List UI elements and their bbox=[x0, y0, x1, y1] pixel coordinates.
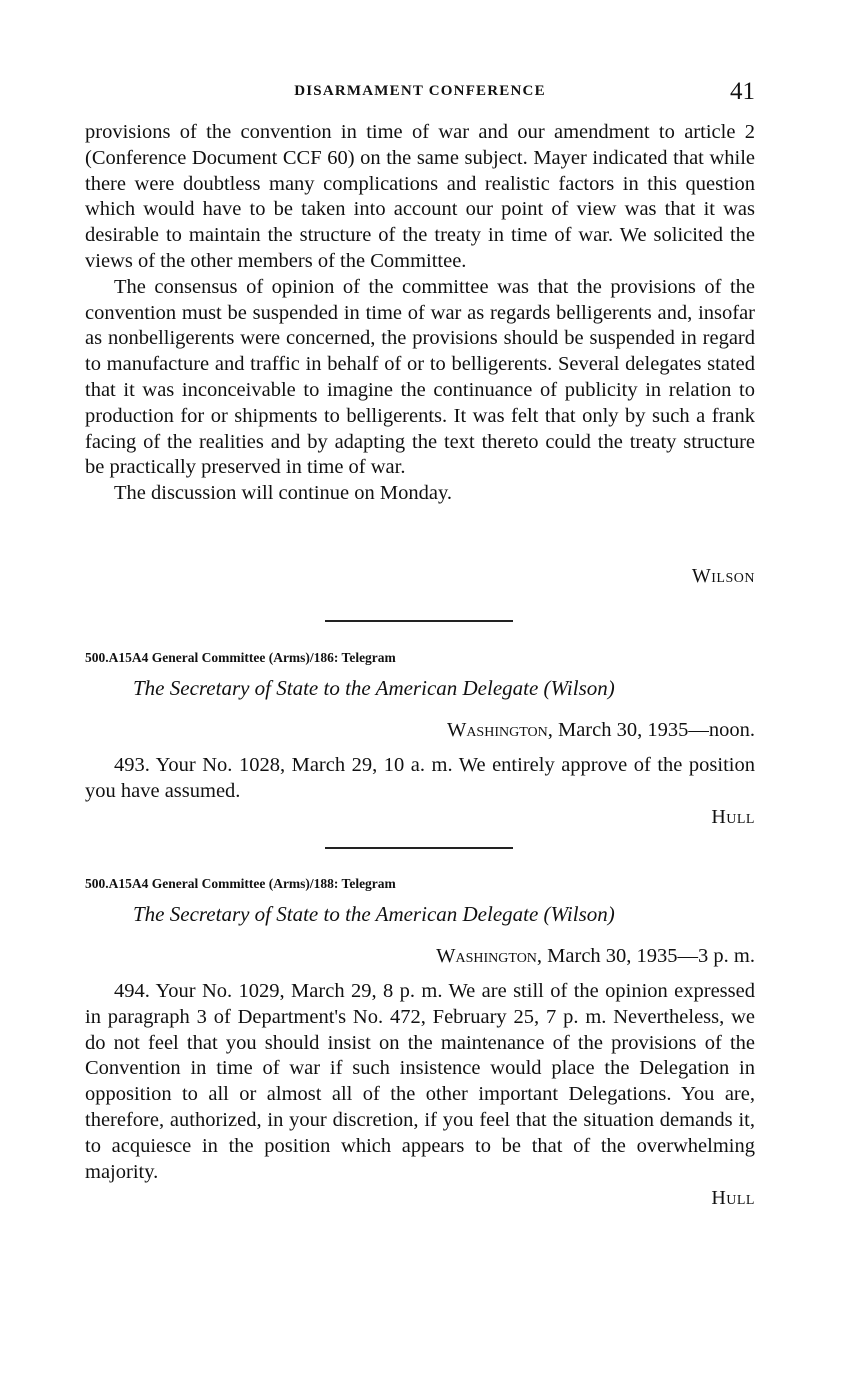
document1-title-name: Wilson bbox=[550, 676, 608, 700]
section-divider-1 bbox=[325, 620, 513, 622]
document2-title bbox=[133, 902, 615, 927]
document2-dateline bbox=[436, 945, 755, 968]
document1-title-part1: The Secretary of State to the American Delegate ( bbox=[133, 676, 551, 700]
document1-title-part2: ) bbox=[607, 676, 615, 700]
document1-signature: Hull bbox=[711, 806, 755, 828]
document1-title bbox=[133, 676, 615, 701]
document1-file-ref: 500.A15A4 General Committee (Arms)/186: Telegram bbox=[85, 650, 396, 665]
document2-file-ref: 500.A15A4 General Committee (Arms)/188: Telegram bbox=[85, 876, 396, 891]
document1-paragraph: 493. Your No. 1028, March 29, 10 a. m. We entirely approve of the position you have assumed. bbox=[85, 754, 755, 802]
document2-title-name: Wilson bbox=[550, 902, 608, 926]
document1-dateline bbox=[447, 719, 755, 742]
section1-body bbox=[85, 120, 755, 507]
document1-body bbox=[85, 753, 755, 805]
section1-signature: Wilson bbox=[691, 565, 755, 587]
page-header bbox=[85, 78, 755, 108]
document2-paragraph: 494. Your No. 1029, March 29, 8 p. m. We are still of the opinion expressed in paragraph 3 of Department's No. 472, February 25, 7 p. m. Nevertheless, we do not feel that you should insist on the maintenance of the provisions of the Convention in time of war if such insistence would place the Delegation in opposition to all or almost all of the other important Delegations. You are, therefore, authorized, in your discretion, if you feel that the situation demands it, to acquiesce in the position which appears to be that of the overwhelming majority. bbox=[85, 980, 755, 1183]
document1-date-place: Washington bbox=[446, 719, 548, 741]
document1-date-rest: , March 30, 1935—noon. bbox=[547, 719, 755, 741]
section1-paragraph-1: provisions of the convention in time of war and our amendment to article 2 (Conference Document CCF 60) on the same subject. Mayer indicated that while there were doubtless many complications and realistic factors in this question which would have to be taken into account our point of view was that it was desirable to maintain the structure of the treaty in time of war. We solicited the views of the other members of the Committee. bbox=[85, 121, 755, 272]
document2-date-place: Washington bbox=[436, 945, 537, 967]
document2-title-part2: ) bbox=[607, 902, 615, 926]
document2-signature: Hull bbox=[711, 1187, 755, 1209]
page-number: 41 bbox=[730, 78, 755, 105]
section-divider-2 bbox=[325, 847, 513, 849]
document2-date-rest: , March 30, 1935—3 p. m. bbox=[536, 945, 755, 967]
document2-body bbox=[85, 979, 755, 1185]
section1-paragraph-3: The discussion will continue on Monday. bbox=[114, 482, 453, 505]
section1-paragraph-2: The consensus of opinion of the committee was that the provisions of the convention must be suspended in time of war as regards belligerents and, insofar as nonbelligerents were concerned, the provisions should be suspended in regard to manufacture and traffic in behalf of or to belligerents. Several delegates stated that it was inconceivable to imagine the continuance of publicity in relation to production for or shipments to belligerents. It was felt that only by such a frank facing of the realities and by adapting the text thereto could the treaty structure be practically preserved in time of war. bbox=[85, 275, 755, 479]
running-head: DISARMAMENT CONFERENCE bbox=[294, 83, 546, 99]
document2-title-part1: The Secretary of State to the American Delegate ( bbox=[133, 902, 551, 926]
